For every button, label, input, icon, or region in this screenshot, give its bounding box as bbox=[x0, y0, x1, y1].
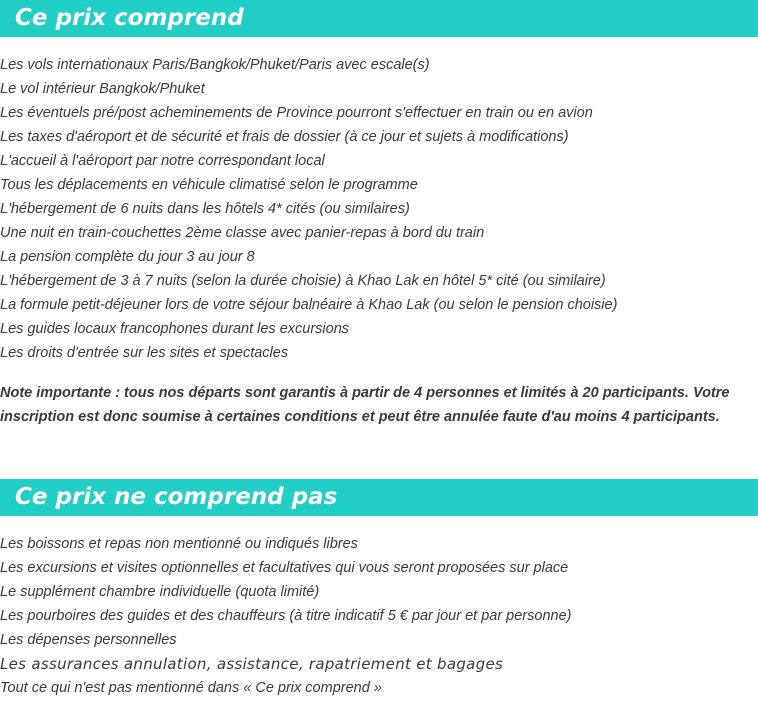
list-item: Les vols internationaux Paris/Bangkok/Phuket/Paris avec escale(s) bbox=[0, 57, 430, 73]
list-item: Les guides locaux francophones durant les excursions bbox=[0, 321, 350, 337]
list-item: Les éventuels pré/post acheminements de Province pourront s'effectuer en train ou en avion bbox=[0, 105, 593, 121]
important-note: Note importante : tous nos départs sont garantis à partir de 4 personnes et limités à 20 participants. Votre inscription est donc soumise à certaines conditions et peut être annulée faute d'au moins 4 participants. bbox=[0, 385, 730, 425]
section-title-includes: Ce prix comprend bbox=[0, 0, 758, 37]
list-item: L'accueil à l'aéroport par notre correspondant local bbox=[0, 153, 325, 169]
list-item: Les dépenses personnelles bbox=[0, 632, 177, 648]
list-item: Le vol intérieur Bangkok/Phuket bbox=[0, 81, 205, 97]
list-item: Les taxes d'aéroport et de sécurité et frais de dossier (à ce jour et sujets à modifications) bbox=[0, 129, 569, 145]
includes-list bbox=[0, 53, 758, 365]
list-item: La formule petit-déjeuner lors de votre séjour balnéaire à Khao Lak (ou selon le pension choisie) bbox=[0, 297, 618, 313]
list-item: Une nuit en train-couchettes 2ème classe avec panier-repas à bord du train bbox=[0, 225, 485, 241]
list-item: L'hébergement de 3 à 7 nuits (selon la durée choisie) à Khao Lak en hôtel 5* cité (ou similaire) bbox=[0, 273, 606, 289]
section-title-excludes: Ce prix ne comprend pas bbox=[0, 479, 758, 516]
list-item: La pension complète du jour 3 au jour 8 bbox=[0, 249, 255, 265]
list-item: Les assurances annulation, assistance, rapatriement et bagages bbox=[0, 655, 504, 673]
list-item: Les droits d'entrée sur les sites et spectacles bbox=[0, 345, 289, 361]
list-item: Le supplément chambre individuelle (quota limité) bbox=[0, 584, 320, 600]
excludes-list bbox=[0, 532, 758, 700]
list-item: Tous les déplacements en véhicule climatisé selon le programme bbox=[0, 177, 418, 193]
list-item: Les boissons et repas non mentionné ou indiqués libres bbox=[0, 536, 358, 552]
list-item: Les pourboires des guides et des chauffeurs (à titre indicatif 5 € par jour et par personne) bbox=[0, 608, 572, 624]
list-item: Tout ce qui n'est pas mentionné dans « Ce prix comprend » bbox=[0, 680, 382, 696]
list-item: Les excursions et visites optionnelles et facultatives qui vous seront proposées sur place bbox=[0, 560, 569, 576]
list-item: L'hébergement de 6 nuits dans les hôtels 4* cités (ou similaires) bbox=[0, 201, 410, 217]
